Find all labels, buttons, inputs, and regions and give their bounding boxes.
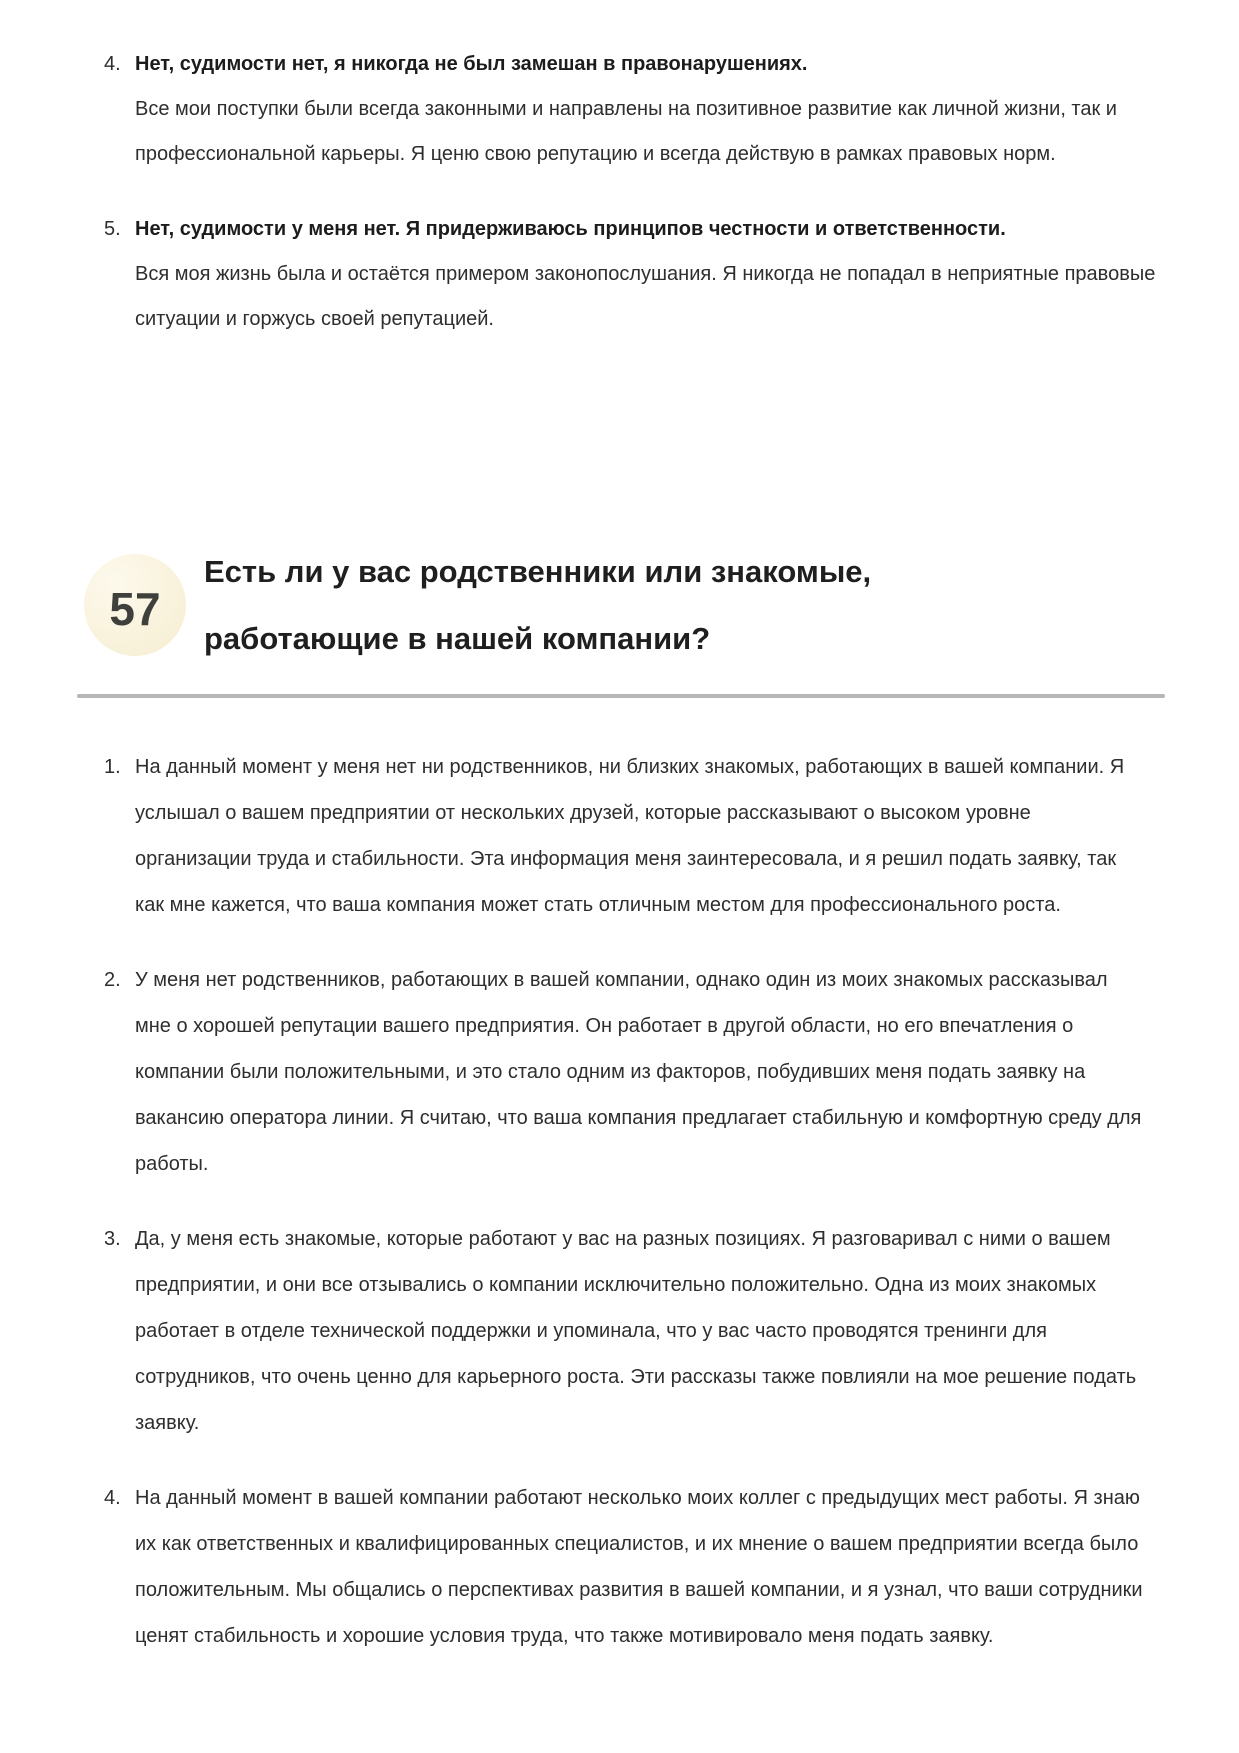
- list-item-number: 1.: [104, 756, 121, 778]
- list-item: [104, 207, 1165, 342]
- list-item-number: 5.: [104, 218, 121, 240]
- answer-body: На данный момент у меня нет ни родственников, ни близких знакомых, работающих в вашей компании. Я услышал о вашем предприятии от нескольких друзей, которые рассказывают о высоком уровне организации труда и стабильности. Эта информация меня заинтересовала, и я решил подать заявку, так как мне кажется, что ваша компания может стать отличным местом для профессионального роста.: [135, 756, 1125, 916]
- answer-title: Нет, судимости у меня нет. Я придерживаюсь принципов честности и ответственности.: [135, 218, 1006, 240]
- answer-body: На данный момент в вашей компании работают несколько моих коллег с предыдущих мест работы. Я знаю их как ответственных и квалифицированных специалистов, и их мнение о вашем предприятии всегда было положительным. Мы общались о перспективах развития в вашей компании, и я узнал, что ваши сотрудники ценят стабильность и хорошие условия труда, что также мотивировало меня подать заявку.: [135, 1487, 1143, 1647]
- answer-body: Да, у меня есть знакомые, которые работают у вас на разных позициях. Я разговаривал с ними о вашем предприятии, и они все отзывались о компании исключительно положительно. Одна из моих знакомых работает в отделе технической поддержки и упоминала, что у вас часто проводятся тренинги для сотрудников, что очень ценно для карьерного роста. Эти рассказы также повлияли на мое решение подать заявку.: [135, 1228, 1137, 1434]
- list-item-content: [135, 207, 1165, 342]
- answer-title: Нет, судимости нет, я никогда не был замешан в правонарушениях.: [135, 53, 808, 75]
- question-number: 57: [109, 583, 161, 635]
- answer-body: Все мои поступки были всегда законными и направлены на позитивное развитие как личной жизни, так и профессиональной карьеры. Я ценю свою репутацию и всегда действую в рамках правовых норм.: [135, 98, 1117, 165]
- list-item-number: 4.: [104, 1487, 121, 1509]
- list-item-number: 3.: [104, 1228, 121, 1250]
- list-item-number: 4.: [104, 53, 121, 75]
- list-item: [104, 1475, 1165, 1659]
- list-item: [104, 1216, 1165, 1446]
- list-item-number: 2.: [104, 969, 121, 991]
- question-number-badge: [84, 554, 186, 656]
- answers-list: [76, 744, 1165, 1659]
- list-item-content: [135, 42, 1165, 177]
- list-item: [104, 42, 1165, 177]
- answer-body: У меня нет родственников, работающих в вашей компании, однако один из моих знакомых рассказывал мне о хорошей репутации вашего предприятия. Он работает в другой области, но его впечатления о компании были положительными, и это стало одним из факторов, побудивших меня подать заявку на вакансию оператора линии. Я считаю, что ваша компания предлагает стабильную и комфортную среду для работы.: [135, 969, 1142, 1175]
- question-title: Есть ли у вас родственники или знакомые, работающие в нашей компании?: [204, 554, 872, 656]
- list-item: [104, 957, 1165, 1187]
- answer-body: Вся моя жизнь была и остаётся примером законопослушания. Я никогда не попадал в неприятные правовые ситуации и горжусь своей репутацией.: [135, 263, 1156, 330]
- section-divider: [77, 694, 1165, 698]
- previous-answers-list: [76, 42, 1165, 342]
- list-item: [104, 744, 1165, 928]
- question-header: [76, 538, 1165, 672]
